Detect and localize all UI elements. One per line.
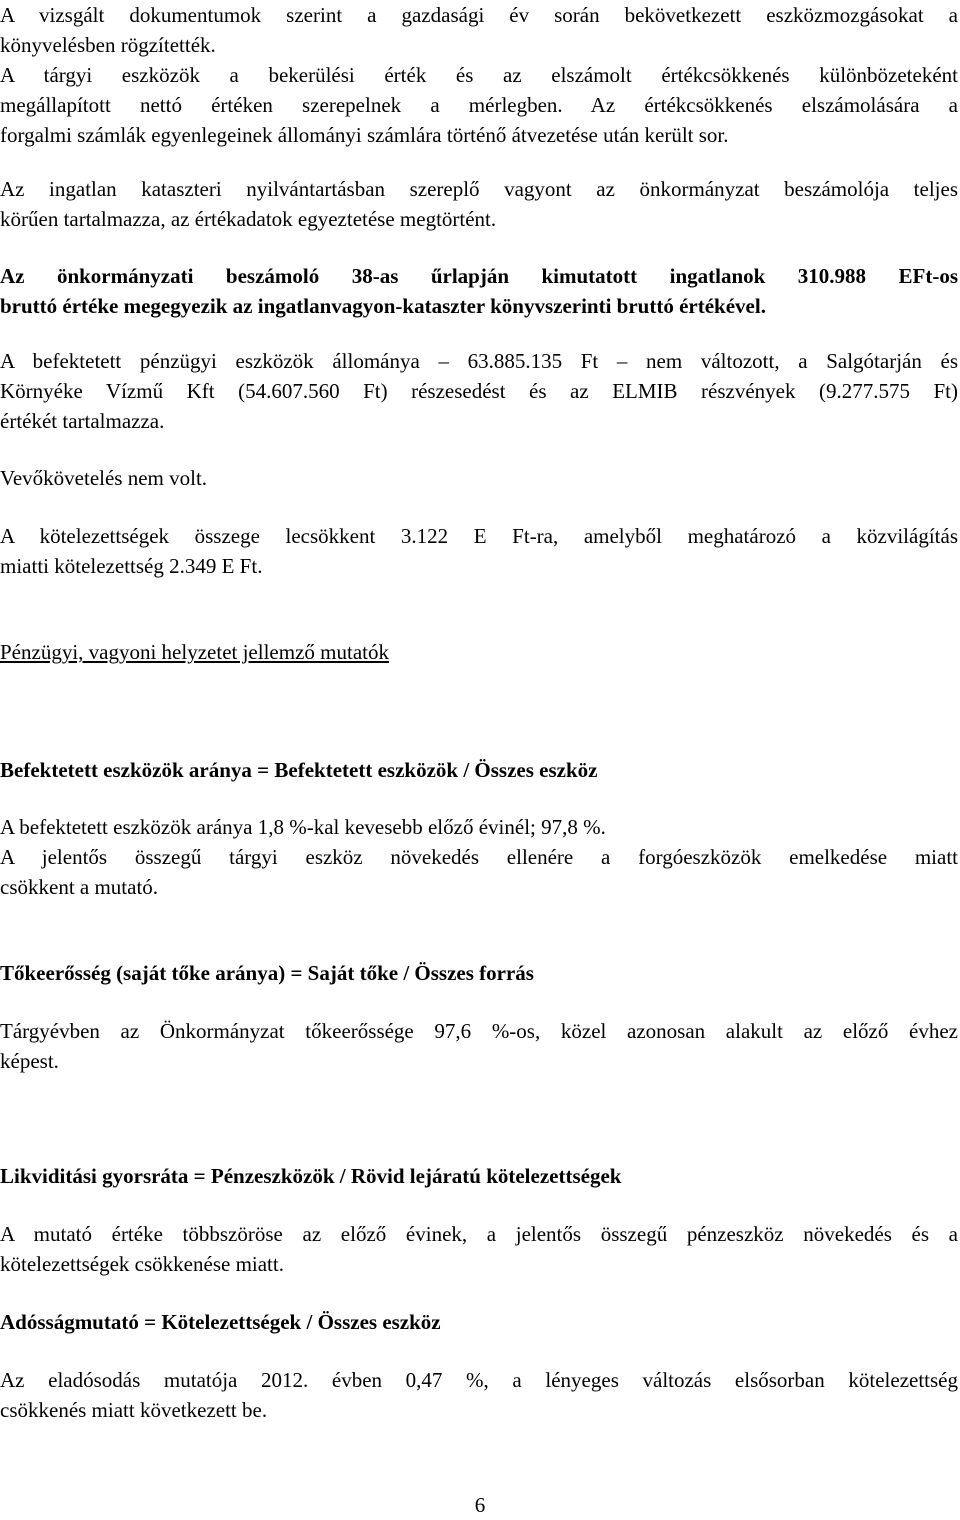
text-line: A befektetett pénzügyi eszközök állománya – 63.885.135 Ft – nem változott, a Salgótarján és xyxy=(0,349,958,373)
text-line: Az ingatlan kataszteri nyilvántartásban szereplő vagyont az önkormányzat beszámolója teljes xyxy=(0,177,958,201)
text-line: kötelezettségek csökkenése miatt. xyxy=(0,1252,284,1276)
heading-debt-ratio xyxy=(0,1307,958,1337)
text-line: csökkenés miatt következett be. xyxy=(0,1398,268,1422)
text-line: A befektetett eszközök aránya 1,8 %-kal kevesebb előző évinél; 97,8 %. xyxy=(0,815,606,839)
text-line: A vizsgált dokumentumok szerint a gazdasági év során bekövetkezett eszközmozgásokat a xyxy=(0,3,958,27)
text-line: Vevőkövetelés nem volt. xyxy=(0,466,208,490)
text-line: Környéke Vízmű Kft (54.607.560 Ft) részesedést és az ELMIB részvények (9.277.575 Ft) xyxy=(0,379,958,403)
paragraph-liabilities xyxy=(0,521,958,581)
text-line: A mutató értéke többszöröse az előző évinek, a jelentős összegű pénzeszköz növekedés és a xyxy=(0,1222,958,1246)
heading-quick-ratio xyxy=(0,1161,958,1191)
page-number: 6 xyxy=(474,1493,486,1517)
paragraph-asset-movements xyxy=(0,0,958,150)
text-line: forgalmi számlák egyenlegeinek állományi számlára történő átvezetése után került sor. xyxy=(0,123,729,147)
heading-text: Tőkeerősség (saját tőke aránya) = Saját tőke / Összes forrás xyxy=(0,961,534,985)
heading-text: Likviditási gyorsráta = Pénzeszközök / Rövid lejáratú kötelezettségek xyxy=(0,1164,622,1188)
paragraph-receivables xyxy=(0,463,958,493)
paragraph-fixed-asset-ratio xyxy=(0,812,958,902)
text-line: képest. xyxy=(0,1049,59,1073)
paragraph-debt-ratio xyxy=(0,1365,958,1425)
heading-equity-ratio xyxy=(0,958,958,988)
text-line: miatti kötelezettség 2.349 E Ft. xyxy=(0,554,263,578)
paragraph-property-cadastre xyxy=(0,174,958,234)
text-line: csökkent a mutató. xyxy=(0,875,159,899)
heading-text: Adósságmutató = Kötelezettségek / Összes eszköz xyxy=(0,1310,441,1334)
section-heading xyxy=(0,637,958,667)
paragraph-financial-assets xyxy=(0,346,958,436)
text-line: Az önkormányzati beszámoló 38-as űrlapján kimutatott ingatlanok 310.988 EFt-os xyxy=(0,264,958,288)
paragraph-property-gross-value xyxy=(0,261,958,321)
text-line: A kötelezettségek összege lecsökkent 3.122 E Ft-ra, amelyből meghatározó a közvilágítás xyxy=(0,524,958,548)
heading-text: Befektetett eszközök aránya = Befektetett eszközök / Összes eszköz xyxy=(0,758,598,782)
text-line: A jelentős összegű tárgyi eszköz növekedés ellenére a forgóeszközök emelkedése miatt xyxy=(0,845,958,869)
text-line: A tárgyi eszközök a bekerülési érték és az elszámolt értékcsökkenés különbözeteként xyxy=(0,63,958,87)
text-line: könyvelésben rögzítették. xyxy=(0,33,216,57)
text-line: körűen tartalmazza, az értékadatok egyeztetése megtörtént. xyxy=(0,207,497,231)
text-line: Tárgyévben az Önkormányzat tőkeerőssége 97,6 %-os, közel azonosan alakult az előző évhez xyxy=(0,1019,958,1043)
heading-fixed-asset-ratio xyxy=(0,755,958,785)
text-line: Az eladósodás mutatója 2012. évben 0,47 %, a lényeges változás elsősorban kötelezettség xyxy=(0,1368,958,1392)
text-line: értékét tartalmazza. xyxy=(0,409,165,433)
text-line: megállapított nettó értéken szerepelnek a mérlegben. Az értékcsökkenés elszámolására a xyxy=(0,93,958,117)
paragraph-quick-ratio xyxy=(0,1219,958,1279)
text-line: bruttó értéke megegyezik az ingatlanvagyon-kataszter könyvszerinti bruttó értékével. xyxy=(0,294,766,318)
section-heading-text: Pénzügyi, vagyoni helyzetet jellemző mutatók xyxy=(0,640,389,664)
paragraph-equity-ratio xyxy=(0,1016,958,1076)
